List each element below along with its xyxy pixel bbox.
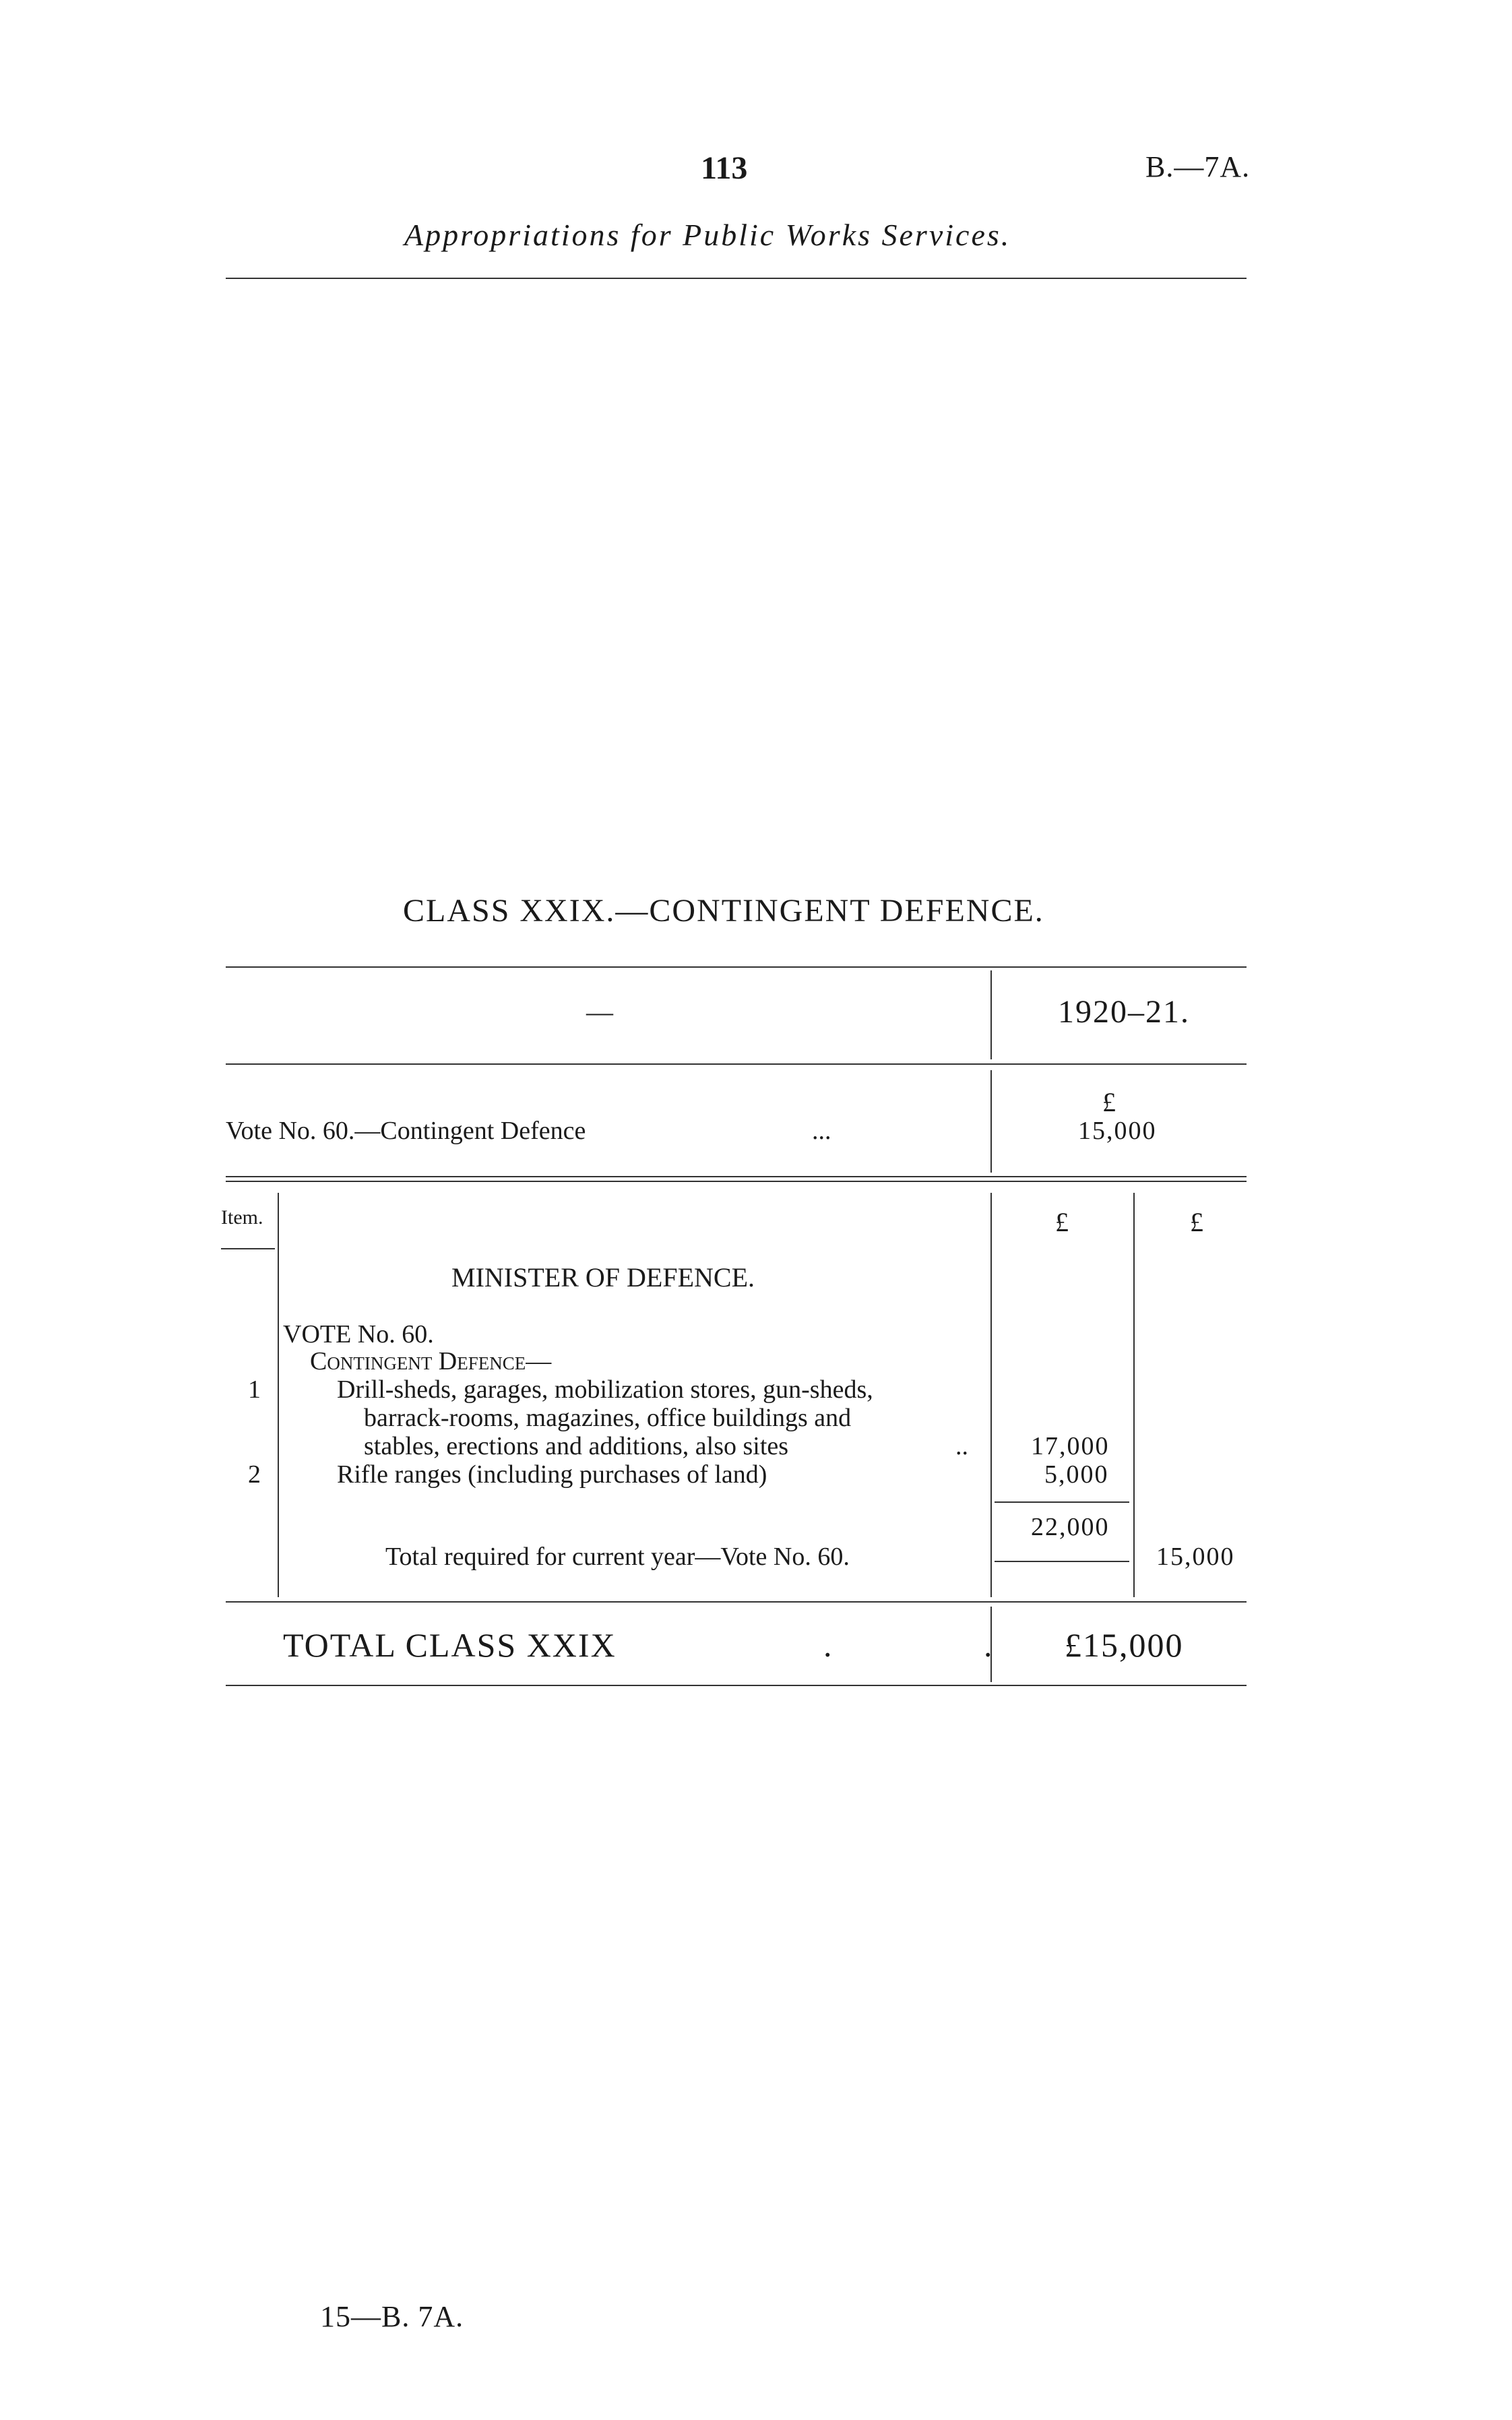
item-amount: 5,000 [1044,1460,1109,1489]
summary-row-amount: 15,000 [1078,1117,1157,1145]
running-title: Appropriations for Public Works Services. [404,218,1011,252]
ministry-heading: MINISTER OF DEFENCE. [451,1262,755,1293]
vote-subheading: Contingent Defence— [310,1347,552,1375]
grand-total-amount: £15,000 [1065,1626,1184,1664]
footer-signature: 15—B. 7A. [320,2300,464,2333]
summary-bottom-rule-2 [226,1181,1247,1182]
summary-body-divider [990,1070,992,1173]
item-amount: 17,000 [1031,1432,1110,1460]
page-number: 113 [701,150,748,186]
grand-total-label: TOTAL CLASS XXIX [283,1626,617,1664]
summary-row-dots: ... [812,1117,831,1145]
item-dots: .. [955,1432,968,1460]
detail-item-divider [278,1193,279,1597]
subtotal-underline [995,1561,1129,1562]
detail-amount-divider [990,1193,992,1597]
summary-header-rule [226,1063,1247,1065]
item-description-line: Rifle ranges (including purchases of land) [337,1460,767,1489]
summary-year-header: 1920–21. [1058,994,1190,1030]
class-title: CLASS XXIX.—CONTINGENT DEFENCE. [403,893,1044,929]
item-header-rule [221,1248,275,1249]
summary-bottom-rule-1 [226,1176,1247,1177]
item-description-line: barrack-rooms, magazines, office buildings and [364,1404,852,1432]
summary-header-divider [990,970,992,1059]
vote-heading: VOTE No. 60. [283,1320,434,1348]
grand-total-bottom-rule [226,1685,1247,1686]
subtotal-amount: 22,000 [1031,1513,1110,1541]
item-description-line: Drill-sheds, garages, mobilization stores, gun-sheds, [337,1375,873,1404]
summary-row-label: Vote No. 60.—Contingent Defence [226,1117,586,1145]
grand-total-dot: . [823,1626,833,1664]
total-required-amount: 15,000 [1156,1543,1235,1571]
summary-table-top-rule [226,966,1247,968]
detail-total-divider [1133,1193,1135,1597]
summary-left-header: — [586,997,613,1027]
item-number: 1 [248,1375,261,1404]
item-column-header: Item. [221,1206,263,1229]
item-description-line: stables, erections and additions, also sites [364,1432,789,1460]
amount-column-currency: £ [1055,1207,1069,1237]
item-number: 2 [248,1460,261,1489]
grand-total-dot: . [984,1626,994,1664]
detail-bottom-rule [226,1601,1247,1603]
header-rule [226,278,1247,279]
subtotal-rule [995,1501,1129,1503]
total-column-currency: £ [1190,1207,1203,1237]
total-required-label: Total required for current year—Vote No. 60. [385,1543,850,1571]
summary-currency: £ [1102,1087,1116,1117]
document-reference: B.—7A. [1145,150,1251,183]
